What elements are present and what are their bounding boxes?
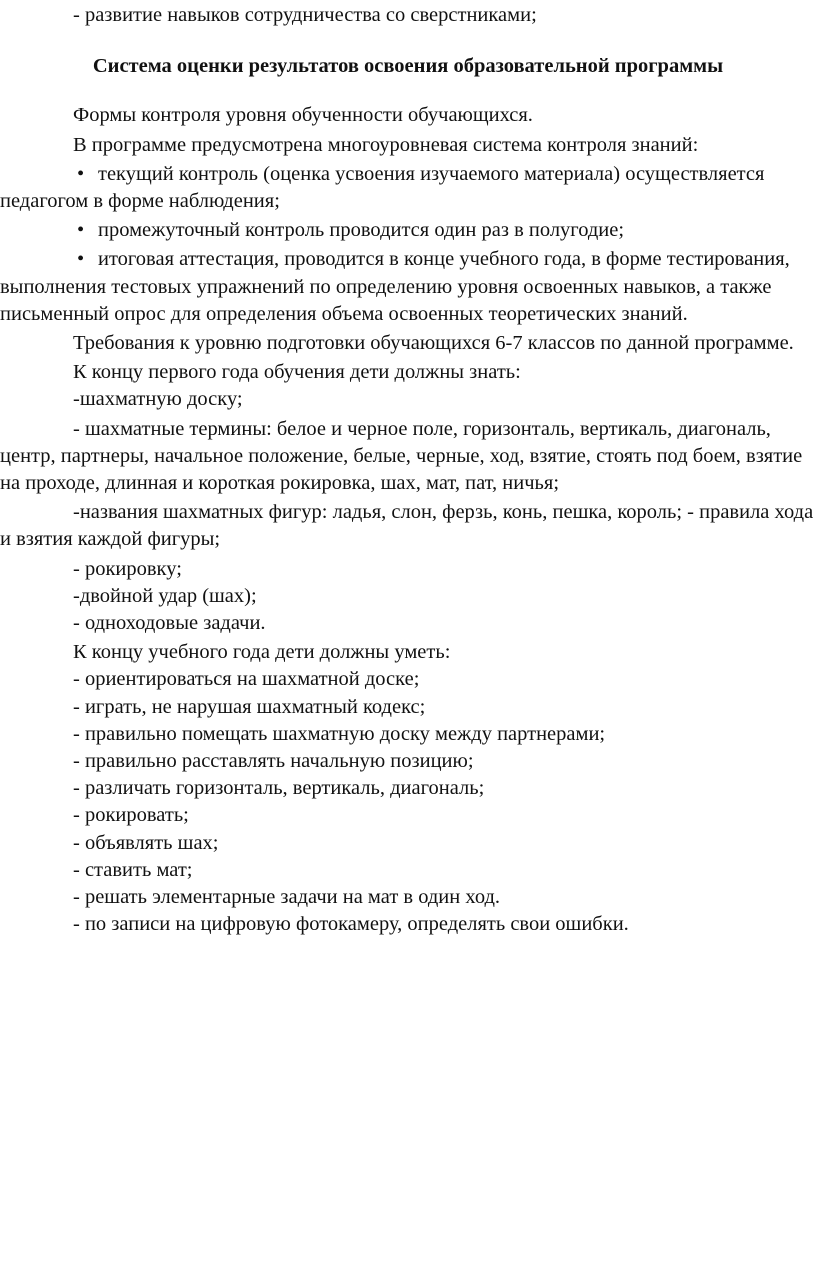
- bullet-item-current: [0, 161, 816, 215]
- requirements-intro: Требования к уровню подготовки обучающихся 6-7 классов по данной программе.: [73, 332, 794, 355]
- intro-line: - развитие навыков сотрудничества со сверстниками;: [73, 4, 537, 26]
- know-intro: К концу первого года обучения дети должны знать:: [73, 361, 521, 384]
- know-item: - одноходовые задачи.: [73, 612, 266, 635]
- skills-item: - правильно расставлять начальную позицию;: [73, 750, 474, 773]
- skills-item: - ориентироваться на шахматной доске;: [73, 668, 420, 691]
- paragraph-forms: Формы контроля уровня обученности обучающихся.: [73, 104, 533, 127]
- bullet-icon: •: [77, 248, 85, 271]
- skills-item: - решать элементарные задачи на мат в один ход.: [73, 886, 501, 909]
- skills-item: - объявлять шах;: [73, 831, 219, 854]
- skills-item: - различать горизонталь, вертикаль, диагональ;: [73, 777, 485, 800]
- document-page: [0, 2, 816, 939]
- know-item: -названия шахматных фигур: ладья, слон, ферзь, конь, пешка, король; - правила хода и взятия каждой фигуры;: [0, 501, 814, 551]
- skills-item: - ставить мат;: [73, 858, 193, 881]
- know-item: -шахматную доску;: [73, 388, 243, 411]
- bullet-text: итоговая аттестация, проводится в конце учебного года, в форме тестирования, выполнения тестовых упражнений по определению уровня освоенных навыков, а также письменный опрос для определения объема освоенных теоретических знаний.: [0, 248, 790, 325]
- paragraph-system: В программе предусмотрена многоуровневая система контроля знаний:: [73, 133, 699, 156]
- know-item: - рокировку;: [73, 557, 182, 580]
- bullet-text: текущий контроль (оценка усвоения изучаемого материала) осуществляется педагогом в форме наблюдения;: [0, 162, 765, 213]
- skills-item: - по записи на цифровую фотокамеру, определять свои ошибки.: [73, 913, 629, 936]
- skills-intro: К концу учебного года дети должны уметь:: [73, 641, 451, 664]
- bullet-item-final: [0, 246, 816, 328]
- bullet-item-intermediate: [0, 217, 816, 244]
- know-item: -двойной удар (шах);: [73, 584, 257, 607]
- bullet-text: промежуточный контроль проводится один раз в полугодие;: [98, 219, 625, 242]
- know-item: - шахматные термины: белое и черное поле, горизонталь, вертикаль, диагональ, центр, партнеры, начальное положение, белые, черные, ход, взятие, стоять под боем, взятие на проходе, длинная и короткая рокировка, шах, мат, пат, ничья;: [0, 417, 803, 495]
- bullet-icon: •: [77, 162, 85, 185]
- bullet-icon: •: [77, 219, 85, 242]
- skills-item: - играть, не нарушая шахматный кодекс;: [73, 695, 426, 718]
- section-heading: Система оценки результатов освоения образовательной программы: [92, 55, 724, 78]
- skills-item: - рокировать;: [73, 804, 189, 827]
- skills-item: - правильно помещать шахматную доску между партнерами;: [73, 722, 606, 745]
